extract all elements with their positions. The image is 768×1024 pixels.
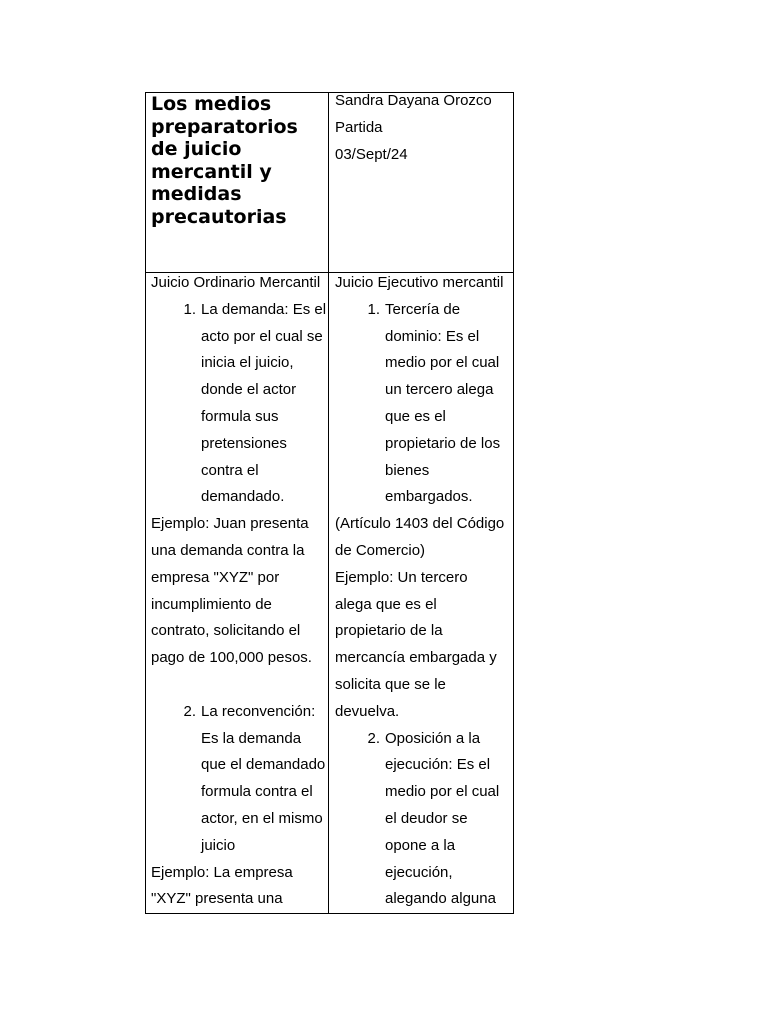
- list-text-line: ejecución: Es el: [385, 756, 491, 774]
- list-text-line: juicio: [201, 836, 236, 854]
- example-line: Ejemplo: Juan presenta: [151, 515, 309, 533]
- list-text-line: Tercería de: [385, 300, 461, 318]
- example-line: mercancía embargada y: [335, 649, 497, 667]
- blank-line: [151, 672, 328, 699]
- list-text-line: alegando alguna: [385, 890, 496, 908]
- title-line: preparatorios: [151, 115, 298, 138]
- list-text-line: contra el: [201, 461, 259, 479]
- list-text-line: que el demandado: [201, 756, 326, 774]
- list-text-line: bienes: [385, 461, 430, 479]
- author-name-line: Partida: [335, 118, 383, 136]
- author-cell: [329, 93, 514, 273]
- list-text-line: propietario de los: [385, 434, 501, 452]
- list-text-line: La demanda: Es el: [201, 300, 327, 318]
- note-line: de Comercio): [335, 541, 426, 559]
- title-line: precautorias: [151, 205, 287, 228]
- title-cell: [146, 93, 329, 273]
- list-text-line: Es la demanda: [201, 729, 302, 747]
- title-line: medidas: [151, 183, 242, 206]
- list-text-line: ejecución,: [385, 863, 453, 881]
- ordinario-heading: Juicio Ordinario Mercantil: [151, 274, 321, 291]
- list-text-line: inicia el juicio,: [201, 354, 294, 372]
- list-text-line: La reconvención:: [201, 702, 316, 720]
- example-line: pago de 100,000 pesos.: [151, 649, 312, 667]
- document-date: 03/Sept/24: [335, 145, 408, 163]
- title-line: mercantil y: [151, 160, 272, 183]
- document-title: [146, 93, 328, 229]
- example-line: empresa "XYZ" por: [151, 568, 280, 586]
- list-text-line: medio por el cual: [385, 354, 500, 372]
- list-text-line: que es el: [385, 407, 446, 425]
- header-row: [146, 93, 514, 273]
- ejecutivo-cell: [329, 273, 514, 914]
- list-text-line: donde el actor: [201, 381, 297, 399]
- content-row: [146, 273, 514, 914]
- list-text-line: un tercero alega: [385, 381, 494, 399]
- list-text-line: Oposición a la: [385, 729, 481, 747]
- list-text-line: pretensiones: [201, 434, 287, 452]
- example-line: Ejemplo: Un tercero: [335, 568, 468, 586]
- title-line: Los medios: [151, 93, 272, 115]
- list-text-line: actor, en el mismo: [201, 809, 323, 827]
- example-paragraph: [151, 860, 328, 914]
- list-number: 1.: [367, 300, 380, 318]
- list-text-line: medio por el cual: [385, 783, 500, 801]
- note-line: (Artículo 1403 del Código: [335, 515, 505, 533]
- example-line: "XYZ" presenta una: [151, 890, 283, 908]
- example-paragraph: [151, 511, 328, 672]
- list-number: 2.: [367, 729, 380, 747]
- list-item: [151, 699, 328, 860]
- list-item: [335, 297, 513, 511]
- author-name-line: Sandra Dayana Orozco: [335, 92, 492, 109]
- example-line: una demanda contra la: [151, 541, 305, 559]
- list-item: [151, 297, 328, 511]
- ordinario-cell: [146, 273, 329, 914]
- example-paragraph: [335, 565, 513, 726]
- example-line: contrato, solicitando el: [151, 622, 301, 640]
- list-text-line: formula sus: [201, 407, 279, 425]
- example-line: Ejemplo: La empresa: [151, 863, 293, 881]
- example-line: propietario de la: [335, 622, 443, 640]
- example-line: solicita que se le: [335, 675, 446, 693]
- list-text-line: el deudor se: [385, 809, 468, 827]
- list-text-line: opone a la: [385, 836, 456, 854]
- example-line: devuelva.: [335, 702, 400, 720]
- ejecutivo-heading: Juicio Ejecutivo mercantil: [335, 274, 504, 291]
- list-text-line: acto por el cual se: [201, 327, 323, 345]
- document-table: [145, 92, 514, 914]
- list-text-line: dominio: Es el: [385, 327, 480, 345]
- list-number: 1.: [183, 300, 196, 318]
- title-line: de juicio: [151, 138, 242, 161]
- article-note: [335, 511, 513, 565]
- list-text-line: embargados.: [385, 488, 473, 506]
- list-number: 2.: [183, 702, 196, 720]
- list-item: [335, 726, 513, 914]
- list-text-line: formula contra el: [201, 783, 313, 801]
- example-line: incumplimiento de: [151, 595, 272, 613]
- example-line: alega que es el: [335, 595, 437, 613]
- list-text-line: demandado.: [201, 488, 285, 506]
